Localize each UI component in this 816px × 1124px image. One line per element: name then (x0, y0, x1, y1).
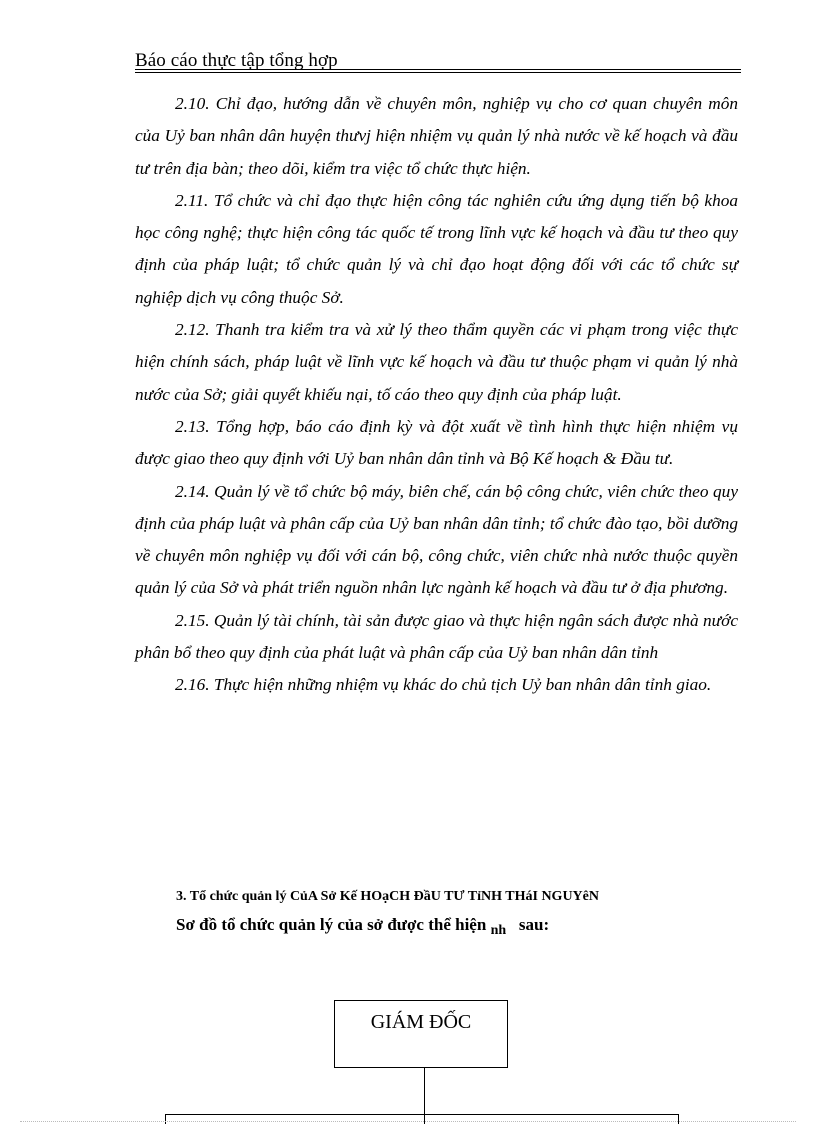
paragraph-2-15: 2.15. Quản lý tài chính, tài sản được giao và thực hiện ngân sách được nhà nước phân bổ theo quy định của phát luật và phân cấp của Uỷ ban nhân dân tỉnh (135, 610, 738, 663)
section-heading: 3. Tổ chức quản lý CủA Sở Kế HOạCH ĐầU TƯ TỉNH THáI NGUYêN (176, 889, 599, 904)
header-rule-thin (135, 72, 741, 73)
paragraph-2-10: 2.10. Chỉ đạo, hướng dẫn về chuyên môn, nghiệp vụ cho cơ quan chuyên môn của Uỷ ban nhân dân huyện thưvj hiện nhiệm vụ quản lý nhà nước về kế hoạch và đầu tư trên địa bàn; theo dõi, kiểm tra việc tổ chức thực hiện. (135, 94, 738, 178)
org-chart-director-label: GIÁM ĐỐC (370, 1011, 472, 1033)
page-header-title: Báo cáo thực tập tổng hợp (135, 50, 338, 71)
body-text (135, 88, 738, 702)
org-chart-vertical-connector (424, 1068, 425, 1115)
paragraph-2-12: 2.12. Thanh tra kiểm tra và xử lý theo thẩm quyền các vi phạm trong việc thực hiện chính sách, pháp luật về lĩnh vực kế hoạch và đầu tư thuộc phạm vi quản lý nhà nước của Sở; giải quyết khiếu nại, tố cáo theo quy định của pháp luật. (135, 320, 738, 404)
subheading-text-3: sau: (506, 915, 550, 934)
org-chart-director-box (334, 1000, 508, 1068)
paragraph-2-14: 2.14. Quản lý về tổ chức bộ máy, biên chế, cán bộ công chức, viên chức theo quy định của pháp luật và phân cấp của Uỷ ban nhân dân tỉnh; tổ chức đào tạo, bồi dưỡng về chuyên môn nghiệp vụ đối với cán bộ, công chức, viên chức nhà nước thuộc quyền quản lý của Sở và phát triển nguồn nhân lực ngành kế hoạch và đầu tư ở địa phương. (135, 481, 738, 598)
paragraph-2-11: 2.11. Tổ chức và chỉ đạo thực hiện công tác nghiên cứu ứng dụng tiến bộ khoa học công nghệ; thực hiện công tác quốc tế trong lĩnh vực kế hoạch và đầu tư theo quy định của pháp luật; tổ chức quản lý và chỉ đạo hoạt động đối với các tổ chức sự nghiệp dịch vụ công thuộc Sở. (135, 190, 738, 307)
paragraph-2-16: 2.16. Thực hiện những nhiệm vụ khác do chủ tịch Uỷ ban nhân dân tỉnh giao. (175, 675, 712, 695)
subheading-text-2: nh (490, 923, 507, 938)
header-rule-thick (135, 69, 741, 70)
subheading-text-1: Sơ đồ tổ chức quản lý của sở được thể hiện (176, 915, 491, 934)
page-bottom-edge (20, 1121, 796, 1122)
paragraph-2-13: 2.13. Tổng hợp, báo cáo định kỳ và đột xuất về tình hình thực hiện nhiệm vụ được giao theo quy định với Uỷ ban nhân dân tỉnh và Bộ Kế hoạch & Đầu tư. (135, 416, 738, 469)
org-chart-horizontal-connector (165, 1114, 678, 1115)
section-subheading (176, 915, 550, 938)
